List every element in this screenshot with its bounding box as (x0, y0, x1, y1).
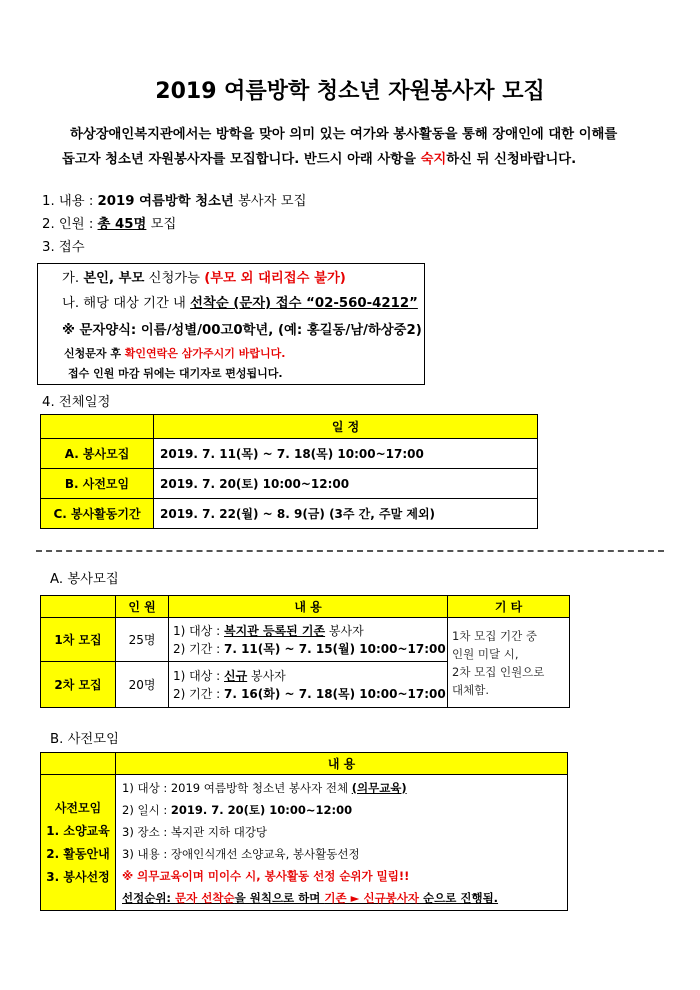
item-1-bold: 2019 여름방학 청소년 (97, 194, 234, 209)
recruit-table (40, 595, 570, 708)
item-2-bold: 총 45명 (97, 217, 147, 232)
selection-text: 선정순위: (122, 890, 176, 905)
meeting-content (116, 775, 568, 911)
recruit-round-label: 1차 모집 (41, 618, 116, 662)
table-row (41, 439, 538, 469)
na-prefix: 나. 해당 대상 기간 내 (62, 296, 191, 311)
meeting-left-label (41, 775, 116, 911)
target-prefix: 1) 대상 : (173, 668, 224, 683)
reception-na (62, 292, 418, 311)
target-bold: 복지관 등록된 기존 (224, 623, 326, 638)
meeting-bold: 2019. 7. 20(토) 10:00~12:00 (170, 802, 353, 817)
meeting-text: 1) 대상 : 2019 여름방학 청소년 봉사자 전체 (122, 780, 352, 795)
period-prefix: 2) 기간 : (173, 641, 224, 656)
recruit-header-content: 내 용 (169, 596, 448, 618)
meeting-left-line: 1. 소양교육 (46, 823, 110, 838)
reception-confirm (64, 345, 285, 361)
ga-prefix: 가. (62, 271, 84, 286)
meeting-header-blank (41, 753, 116, 775)
target-bold: 신규 (224, 668, 248, 683)
schedule-label: C. 봉사활동기간 (41, 499, 154, 529)
reception-format: ※ 문자양식: 이름/성별/00고0학년, (예: 홍길동/남/하상중2) (62, 323, 422, 338)
meeting-line-1 (122, 777, 567, 799)
reception-waitlist: 접수 인원 마감 뒤에는 대기자로 편성됩니다. (68, 367, 283, 380)
item-schedule: 4. 전체일정 (42, 395, 111, 410)
recruit-content (169, 662, 448, 708)
meeting-table (40, 752, 568, 911)
ga-red: (부모 외 대리접수 불가) (204, 271, 346, 286)
item-reception: 3. 접수 (42, 240, 85, 255)
note-line: 2차 모집 인원으로 (452, 664, 545, 679)
recruit-count: 20명 (116, 662, 169, 708)
note-line: 1차 모집 기간 중 (452, 628, 537, 643)
intro-text: 돕고자 청소년 자원봉사자를 모집합니다. 반드시 아래 사항을 (62, 152, 421, 167)
meeting-selection (122, 887, 567, 909)
reception-ga (62, 267, 346, 286)
selection-text-3: 순으로 진행됨. (419, 890, 499, 905)
meeting-header: 내 용 (116, 753, 568, 775)
meeting-line-2 (122, 799, 567, 821)
recruit-round-label: 2차 모집 (41, 662, 116, 708)
selection-text-2: 을 원칙으로 하며 (234, 890, 325, 905)
meeting-left-line: 3. 봉사선정 (46, 869, 110, 884)
schedule-table (40, 414, 538, 529)
item-content (42, 190, 306, 209)
page-title: 2019 여름방학 청소년 자원봉사자 모집 (155, 79, 545, 104)
section-b-heading: B. 사전모임 (50, 732, 119, 747)
schedule-value: 2019. 7. 11(목) ~ 7. 18(목) 10:00~17:00 (154, 439, 538, 469)
recruit-target (173, 622, 447, 640)
intro-paragraph (62, 122, 662, 172)
meeting-warning: ※ 의무교육이며 미이수 시, 봉사활동 선정 순위가 밀림!! (122, 868, 410, 883)
period-bold: 7. 11(목) ~ 7. 15(월) 10:00~17:00 (224, 641, 446, 656)
schedule-label: B. 사전모임 (41, 469, 154, 499)
schedule-label: A. 봉사모집 (41, 439, 154, 469)
recruit-header-count: 인 원 (116, 596, 169, 618)
meeting-left-line: 사전모임 (54, 800, 102, 815)
ga-bold: 본인, 부모 (83, 271, 145, 286)
recruit-period (173, 685, 447, 703)
item-1-prefix: 1. 내용 : (42, 194, 98, 209)
selection-red-1: 문자 선착순 (175, 890, 235, 905)
note-line: 대체함. (452, 682, 489, 697)
recruit-content (169, 618, 448, 662)
target-prefix: 1) 대상 : (173, 623, 224, 638)
intro-emphasis: 숙지 (420, 152, 447, 167)
table-row (41, 469, 538, 499)
intro-text-end: 하신 뒤 신청바랍니다. (446, 152, 577, 167)
recruit-note (448, 618, 570, 708)
recruit-count: 25명 (116, 618, 169, 662)
reception-box (37, 263, 425, 385)
target-rest: 봉사자 (325, 623, 364, 638)
recruit-period (173, 640, 447, 658)
period-bold: 7. 16(화) ~ 7. 18(목) 10:00~17:00 (224, 686, 446, 701)
item-count (42, 213, 176, 232)
confirm-red: 확인연락은 삼가주시기 바랍니다. (124, 347, 286, 360)
intro-line-2 (62, 147, 662, 172)
recruit-header-blank (41, 596, 116, 618)
section-a-heading: A. 봉사모집 (50, 572, 119, 587)
schedule-value: 2019. 7. 20(토) 10:00~12:00 (154, 469, 538, 499)
intro-line-1: 하상장애인복지관에서는 방학을 맞아 의미 있는 여가와 봉사활동을 통해 장애인에 대한 이해를 (70, 127, 618, 142)
meeting-line-4: 3) 내용 : 장애인식개선 소양교육, 봉사활동선정 (122, 846, 360, 861)
meeting-left-line: 2. 활동안내 (46, 846, 110, 861)
period-prefix: 2) 기간 : (173, 686, 224, 701)
meeting-line-3: 3) 장소 : 복지관 지하 대강당 (122, 824, 268, 839)
meeting-text: 2) 일시 : (122, 802, 171, 817)
meeting-bold: (의무교육) (351, 780, 407, 795)
schedule-header-blank (41, 415, 154, 439)
section-divider (36, 550, 664, 552)
item-1-rest: 봉사자 모집 (233, 194, 307, 209)
recruit-target (173, 667, 447, 685)
recruit-header-etc: 기 타 (448, 596, 570, 618)
na-bold: 선착순 (문자) 접수 “02-560-4212” (190, 296, 418, 311)
ga-mid: 신청가능 (144, 271, 205, 286)
item-2-rest: 모집 (146, 217, 177, 232)
item-2-prefix: 2. 인원 : (42, 217, 98, 232)
schedule-header: 일 정 (154, 415, 538, 439)
table-row (41, 618, 570, 662)
table-row (41, 499, 538, 529)
selection-red-2: 기존 ► 신규봉사자 (324, 890, 420, 905)
table-row (41, 775, 568, 911)
target-rest: 봉사자 (247, 668, 286, 683)
schedule-value: 2019. 7. 22(월) ~ 8. 9(금) (3주 간, 주말 제외) (154, 499, 538, 529)
confirm-text: 신청문자 후 (64, 347, 125, 360)
note-line: 인원 미달 시, (452, 646, 519, 661)
